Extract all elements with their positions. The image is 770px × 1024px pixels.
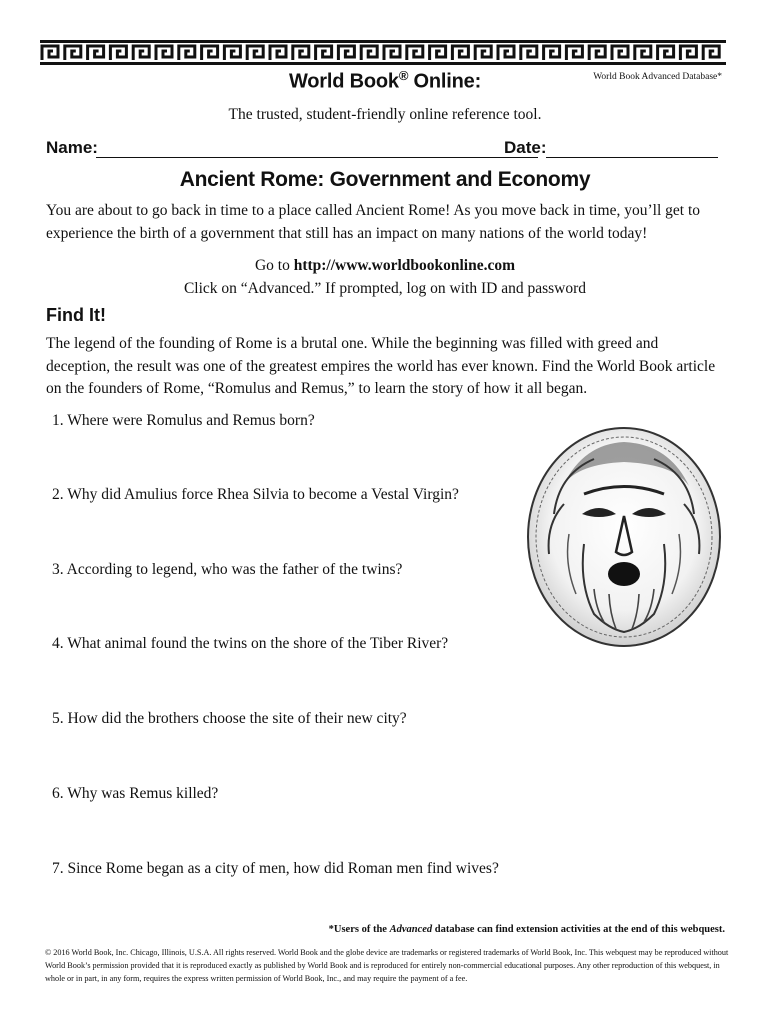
question-6: 6. Why was Remus killed? (52, 785, 219, 802)
greek-key-motif (544, 46, 560, 60)
greek-key-motif (430, 46, 446, 60)
greek-key-motif (612, 46, 628, 60)
date-field-line[interactable] (546, 157, 718, 158)
greek-key-motif (224, 46, 240, 60)
greek-key-motif (384, 46, 400, 60)
question-1: 1. Where were Romulus and Remus born? (52, 412, 315, 429)
document-title: Ancient Rome: Government and Economy (179, 168, 591, 191)
greek-key-motif (703, 46, 719, 60)
intro-paragraph: You are about to go back in time to a place called Ancient Rome! As you move back in time, you’ll get to experience the birth of a government that still has an impact on many nations of the world today! (46, 202, 701, 242)
bocca-della-verita-face-icon (524, 424, 724, 650)
greek-key-motif (179, 46, 195, 60)
registered-mark: ® (398, 68, 409, 83)
greek-key-motif (156, 46, 172, 60)
name-field-line[interactable] (96, 157, 538, 158)
greek-key-motif (316, 46, 332, 60)
tagline: The trusted, student-friendly online reference tool. (228, 106, 542, 123)
greek-key-motif (680, 46, 696, 60)
greek-key-motif (202, 46, 218, 60)
greek-key-motif (270, 46, 286, 60)
greek-key-motif (65, 46, 81, 60)
greek-key-motif (88, 46, 104, 60)
click-instruction: Click on “Advanced.” If prompted, log on with ID and password (183, 280, 587, 297)
question-5: 5. How did the brothers choose the site of their new city? (52, 710, 407, 727)
date-label: Date: (504, 138, 547, 157)
question-2: 2. Why did Amulius force Rhea Silvia to become a Vestal Virgin? (52, 486, 459, 503)
legend-paragraph: The legend of the founding of Rome is a brutal one. While the beginning was filled with greed and deception, the result was one of the greatest empires the world has ever known. Find the World Book article on the founders of Rome, “Romulus and Remus,” to learn the story of how it all began. (46, 335, 716, 397)
find-it-heading: Find It! (46, 305, 106, 325)
name-date-row (46, 138, 722, 158)
header-title: World Book® Online: (288, 68, 482, 93)
greek-key-motif (407, 46, 423, 60)
greek-key-motif (521, 46, 537, 60)
greek-key-motif (293, 46, 309, 60)
question-4: 4. What animal found the twins on the shore of the Tiber River? (52, 635, 449, 652)
greek-key-motif (498, 46, 514, 60)
question-3: 3. According to legend, who was the father of the twins? (52, 561, 403, 578)
greek-key-motif (475, 46, 491, 60)
greek-key-motif (338, 46, 354, 60)
advanced-users-note: *Users of the Advanced database can find extension activities at the end of this webquest. (328, 924, 725, 935)
greek-key-motif (247, 46, 263, 60)
greek-key-motif (635, 46, 651, 60)
greek-key-motif (133, 46, 149, 60)
database-note: World Book Advanced Database* (593, 72, 722, 82)
greek-key-motif (566, 46, 582, 60)
goto-line: Go to http://www.worldbookonline.com (254, 257, 516, 274)
copyright-notice: © 2016 World Book, Inc. Chicago, Illinois, U.S.A. All rights reserved. World Book and the globe device are trademarks or registered trademarks of World Book, Inc. This webquest may be reproduced without World Book’s permission provided that it is reproduced exactly as published by World Book and is reproduced for entirely non-commercial educational purposes. Any other reproduction of this webquest, in whole or in part, in any form, requires the express written permission of World Book, Inc., and may require the payment of a fee. (45, 948, 729, 983)
name-label: Name: (46, 138, 98, 157)
greek-key-motif (658, 46, 674, 60)
greek-key-motif (589, 46, 605, 60)
worldbook-url-link[interactable]: http://www.worldbookonline.com (293, 257, 516, 274)
greek-key-motif (361, 46, 377, 60)
question-7: 7. Since Rome began as a city of men, how did Roman men find wives? (52, 860, 499, 877)
greek-key-motif (42, 46, 58, 60)
greek-key-border (40, 40, 726, 66)
greek-key-motif (110, 46, 126, 60)
greek-key-motif (452, 46, 468, 60)
